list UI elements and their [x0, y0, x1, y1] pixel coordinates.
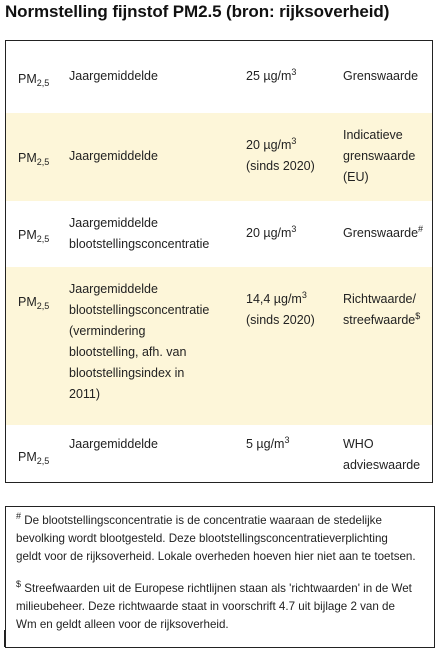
norm-table	[5, 40, 433, 483]
footnote-hash: # De blootstellingsconcentratie is de concentratie waaraan de stedelijke bevolking wordt blootgesteld. Deze blootstellingsconcentratieverplichting geldt voor de rijksoverheid. Lokale overheden hoeven hier niet aan te toetsen.	[16, 511, 416, 563]
description-cell: Jaargemiddelde	[69, 437, 158, 451]
value-cell: 25 $\mu g/m^3$	[246, 67, 297, 83]
footnotes-box	[5, 506, 435, 648]
substance-cell: $PM_{2,5}$	[18, 450, 50, 466]
substance-cell: $PM_{2,5}$	[18, 72, 50, 88]
substance-cell: $PM_{2,5}$	[18, 151, 50, 167]
table-row	[6, 41, 432, 113]
type-cell: Richtwaarde/ streefwaarde$	[343, 292, 421, 327]
table-row	[6, 425, 432, 483]
description-cell: Jaargemiddelde blootstellingsconcentratie (vermindering blootstelling, afh. van blootstellingsindex in 2011)	[69, 282, 210, 401]
substance-cell: $PM_{2,5}$	[18, 295, 50, 311]
description-cell: Jaargemiddelde	[69, 149, 158, 163]
value-cell: 20 $\mu g/m^3$ (sinds 2020)	[246, 136, 315, 173]
footnote-dollar: $ Streefwaarden uit de Europese richtlijnen staan als 'richtwaarden' in de Wet milieubeheer. Deze richtwaarde staat in voorschrift 4.7 uit bijlage 2 van de Wm en geldt alleen voor de rijksoverheid.	[16, 579, 412, 631]
value-cell: 20 $\mu g/m^3$	[246, 224, 297, 240]
type-cell: WHO advieswaarde	[343, 437, 421, 472]
table-row	[6, 113, 432, 201]
type-cell: Indicatieve grenswaarde (EU)	[343, 128, 416, 184]
table-row	[6, 267, 432, 425]
table-row	[6, 201, 432, 267]
substance-cell: $PM_{2,5}$	[18, 228, 50, 244]
description-cell: Jaargemiddelde	[69, 69, 158, 83]
page-title: Normstelling fijnstof PM2.5 (bron: rijksoverheid)	[5, 2, 390, 21]
value-cell: 5 $\mu g/m^3$	[246, 435, 290, 451]
type-cell: Grenswaarde	[343, 69, 419, 83]
description-cell: Jaargemiddelde blootstellingsconcentratie	[69, 216, 210, 251]
text-cursor-mark	[4, 630, 6, 647]
type-cell: Grenswaarde#	[343, 224, 424, 240]
value-cell: 14,4 $\mu g/m^3$ (sinds 2020)	[246, 290, 315, 327]
